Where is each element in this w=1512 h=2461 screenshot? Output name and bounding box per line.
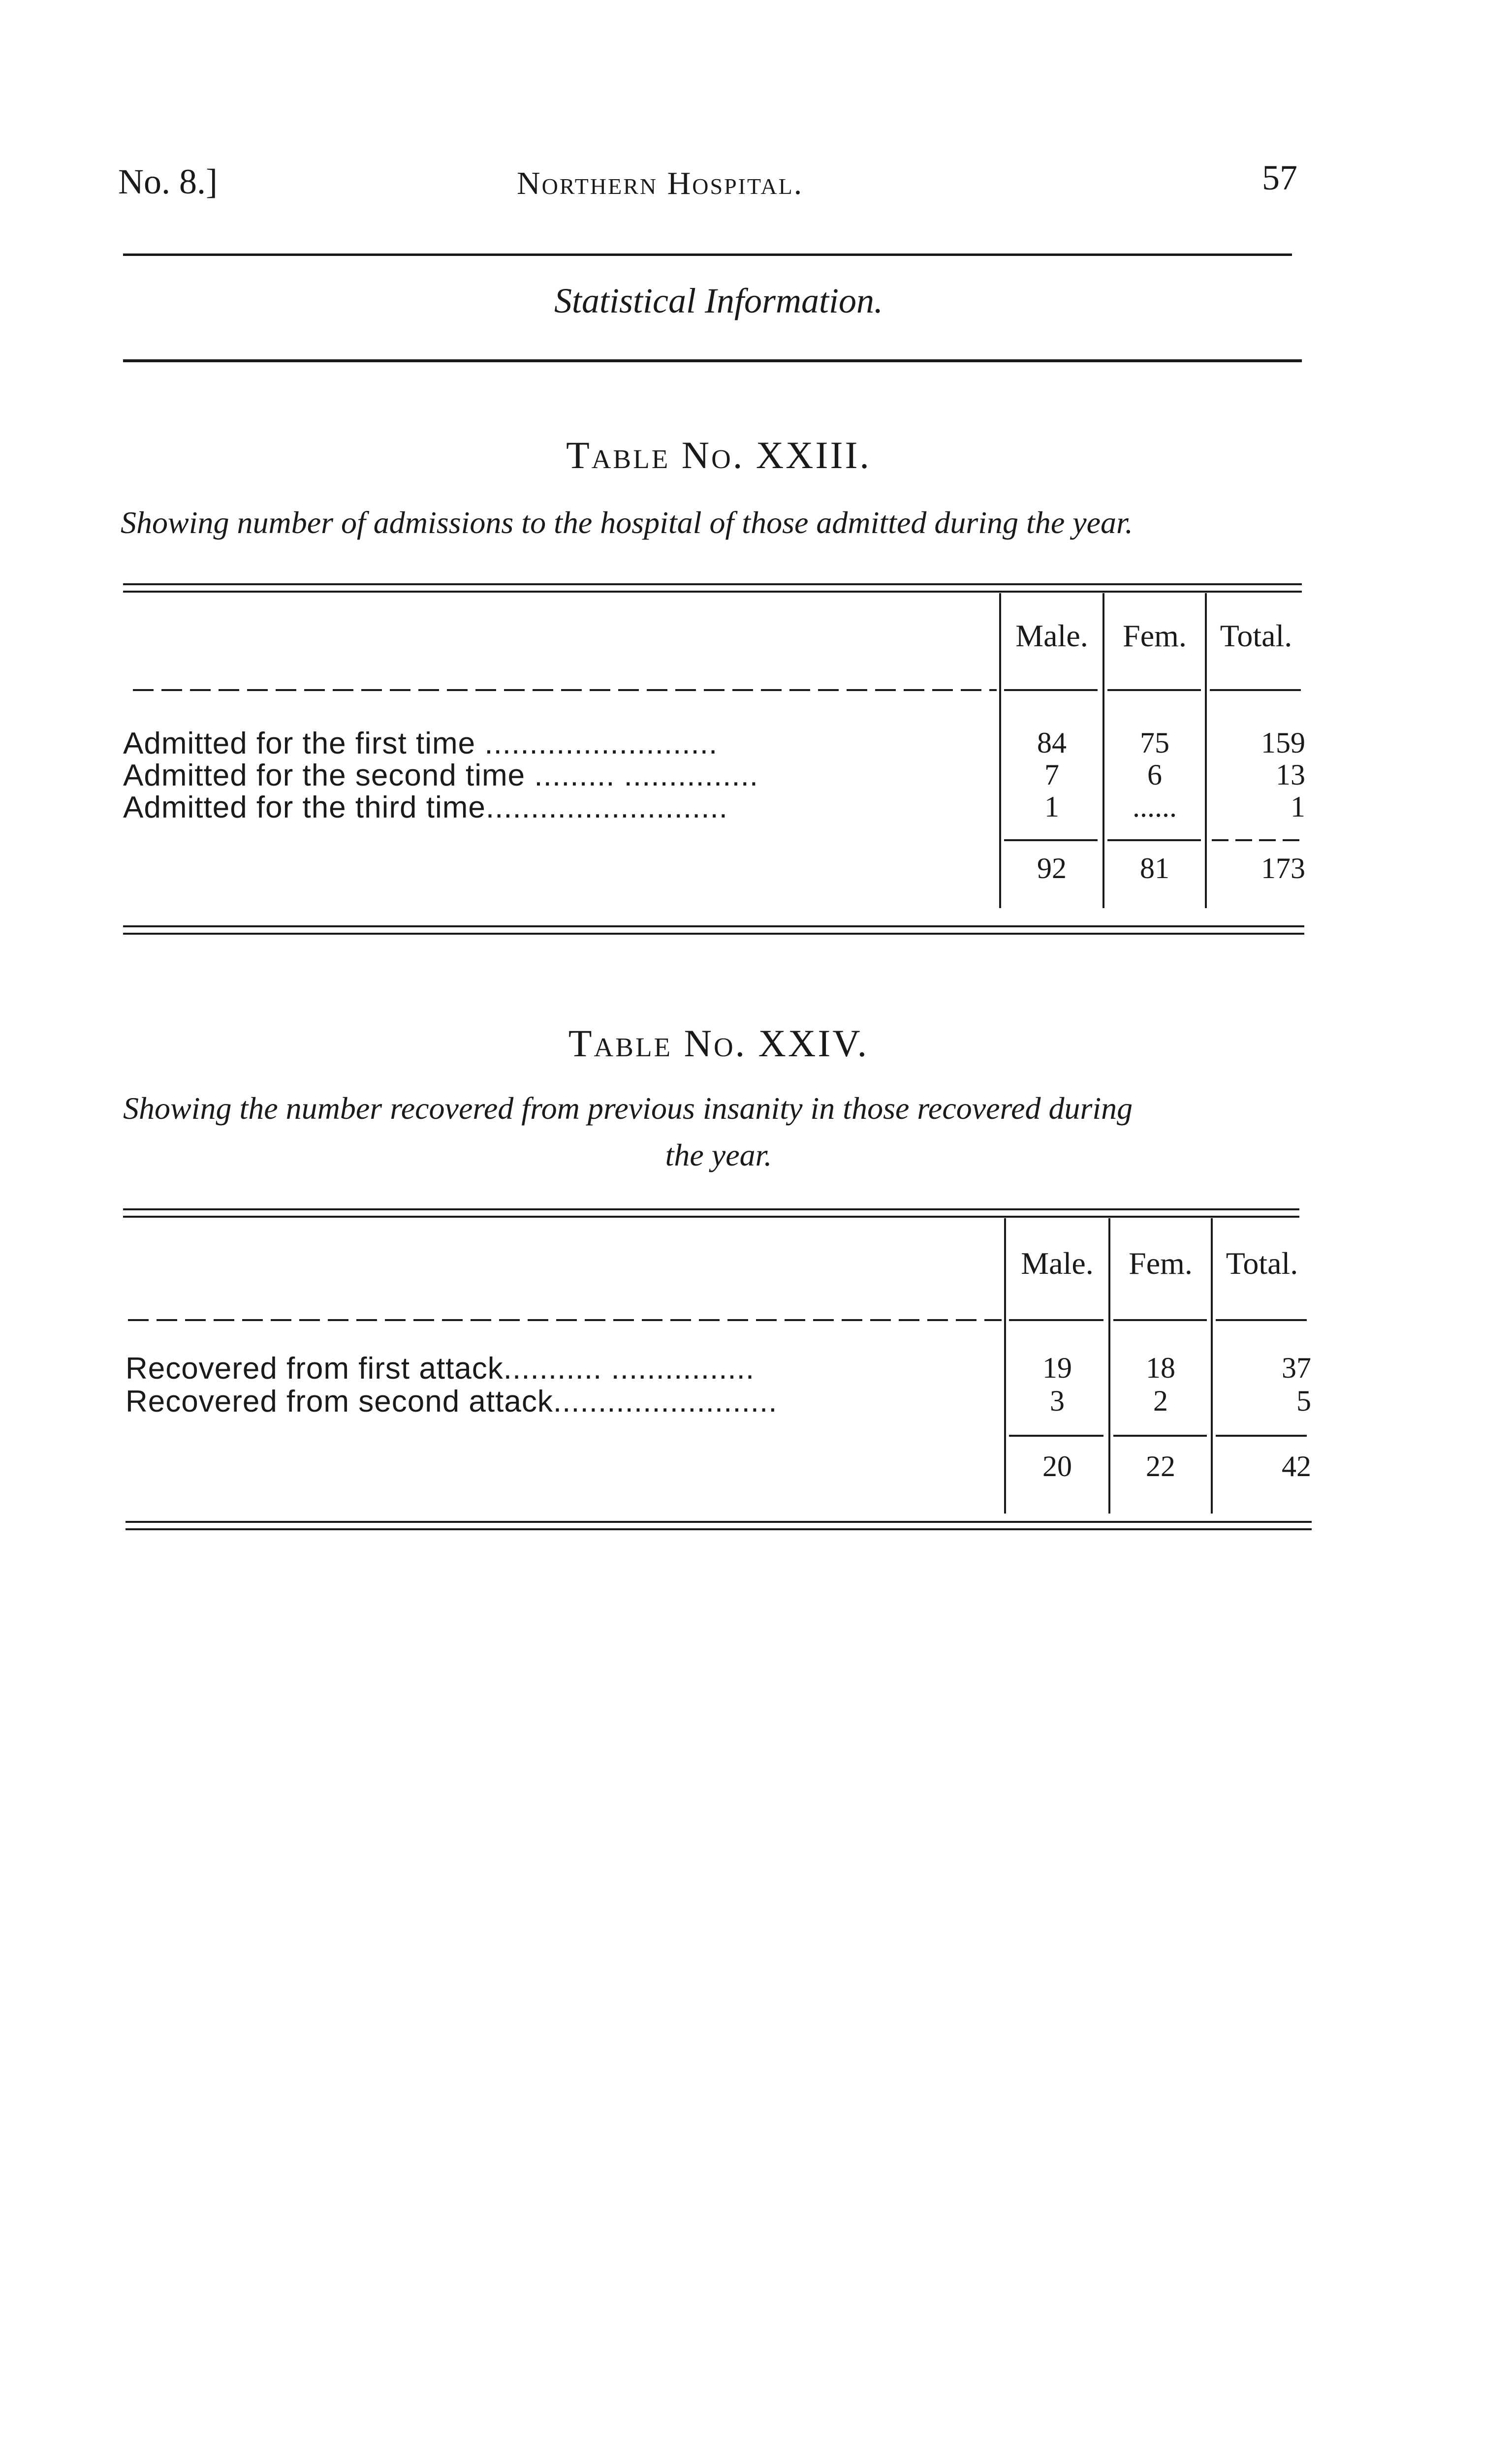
table-xxiii-header-underline-total bbox=[1210, 689, 1301, 691]
table-xxiii-header-underline bbox=[133, 689, 997, 691]
table-xxiii-row-fem: ...... bbox=[1133, 790, 1177, 823]
table-xxiii-top-rule-2 bbox=[123, 591, 1302, 593]
table-xxiv-col-total: Total. bbox=[1226, 1246, 1298, 1281]
table-xxiii-total-total: 173 bbox=[1261, 852, 1305, 884]
table-xxiv-caption-line-1: Showing the number recovered from previous insanity in those recovered during bbox=[123, 1091, 1133, 1126]
table-xxiv-row-fem: 2 bbox=[1153, 1385, 1168, 1417]
table-xxiv-total-fem: 22 bbox=[1146, 1450, 1175, 1483]
table-xxiv-row-total: 5 bbox=[1296, 1385, 1311, 1417]
table-xxiii-total-male: 92 bbox=[1037, 852, 1067, 884]
table-xxiv-header-underline-fem bbox=[1113, 1319, 1207, 1321]
table-xxiv-sum-rule-fem bbox=[1113, 1435, 1207, 1437]
section-title: Statistical Information. bbox=[554, 281, 883, 320]
table-xxiii-sum-rule-male bbox=[1004, 839, 1098, 841]
table-xxiv-title: Table No. XXIV. bbox=[568, 1022, 869, 1065]
table-xxiii-title: Table No. XXIII. bbox=[566, 434, 871, 476]
running-header-left: No. 8.] bbox=[118, 162, 218, 201]
table-xxiv-header-underline-total bbox=[1216, 1319, 1307, 1321]
table-xxiv-col-fem: Fem. bbox=[1129, 1246, 1193, 1281]
table-xxiii-row-fem: 75 bbox=[1140, 726, 1169, 759]
table-xxiv-row-male: 19 bbox=[1042, 1352, 1072, 1384]
section-rule bbox=[123, 359, 1302, 362]
table-xxiv-caption-line-2: the year. bbox=[665, 1137, 772, 1172]
table-xxiv-sum-rule-total bbox=[1216, 1435, 1307, 1437]
table-xxiv-total-total: 42 bbox=[1282, 1450, 1311, 1483]
table-xxiii-row-label: Admitted for the first time .......................... bbox=[123, 726, 718, 760]
table-xxiv-bottom-rule-1 bbox=[126, 1521, 1312, 1523]
table-xxiv-col-male: Male. bbox=[1021, 1246, 1094, 1281]
table-xxiii-row-label: Admitted for the second time ......... ............... bbox=[123, 758, 759, 792]
table-xxiii-col-male: Male. bbox=[1015, 618, 1088, 653]
table-xxiii-top-rule-1 bbox=[123, 583, 1302, 585]
table-xxiii-row-male: 84 bbox=[1037, 726, 1067, 759]
table-xxiii-header-underline-fem bbox=[1107, 689, 1201, 691]
page-number: 57 bbox=[1262, 158, 1297, 197]
table-xxiii-row-total: 1 bbox=[1291, 790, 1305, 823]
table-xxiv-total-male: 20 bbox=[1042, 1450, 1072, 1483]
table-xxiv-top-rule-1 bbox=[123, 1208, 1299, 1210]
table-xxiii-bottom-rule-2 bbox=[123, 933, 1304, 935]
table-xxiii-col-fem: Fem. bbox=[1123, 618, 1187, 653]
table-xxiv-row-label: Recovered from second attack......................... bbox=[126, 1385, 778, 1419]
table-xxiii-total-fem: 81 bbox=[1140, 852, 1169, 884]
table-xxiii-row-fem: 6 bbox=[1147, 758, 1162, 791]
table-xxiii-bottom-rule-1 bbox=[123, 925, 1304, 927]
table-xxiv-header-underline bbox=[128, 1319, 1002, 1321]
table-xxiii-caption: Showing number of admissions to the hospital of those admitted during the year. bbox=[121, 505, 1133, 540]
table-xxiv-row-total: 37 bbox=[1282, 1352, 1311, 1384]
table-xxiii-sum-rule-fem bbox=[1107, 839, 1201, 841]
running-header-title: Northern Hospital. bbox=[517, 165, 804, 201]
table-xxiii-row-label: Admitted for the third time........................... bbox=[123, 790, 728, 824]
table-xxiii-sum-rule-total bbox=[1212, 839, 1300, 841]
table-xxiv-header-underline-male bbox=[1009, 1319, 1103, 1321]
table-xxiii-col-total: Total. bbox=[1220, 618, 1292, 653]
table-xxiv-bottom-rule-2 bbox=[126, 1528, 1312, 1530]
table-xxiii-row-total: 159 bbox=[1261, 726, 1305, 759]
table-xxiv-top-rule-2 bbox=[123, 1216, 1299, 1218]
table-xxiv-row-fem: 18 bbox=[1146, 1352, 1175, 1384]
table-xxiii-row-male: 7 bbox=[1044, 758, 1059, 791]
table-xxiii-header-underline-male bbox=[1004, 689, 1098, 691]
table-xxiv-row-label: Recovered from first attack........... ................ bbox=[126, 1352, 755, 1386]
table-xxiii-row-total: 13 bbox=[1276, 758, 1305, 791]
table-xxiii-row-male: 1 bbox=[1044, 790, 1059, 823]
table-xxiv-sum-rule-male bbox=[1009, 1435, 1103, 1437]
table-xxiv-row-male: 3 bbox=[1050, 1385, 1065, 1417]
header-rule bbox=[123, 253, 1292, 256]
